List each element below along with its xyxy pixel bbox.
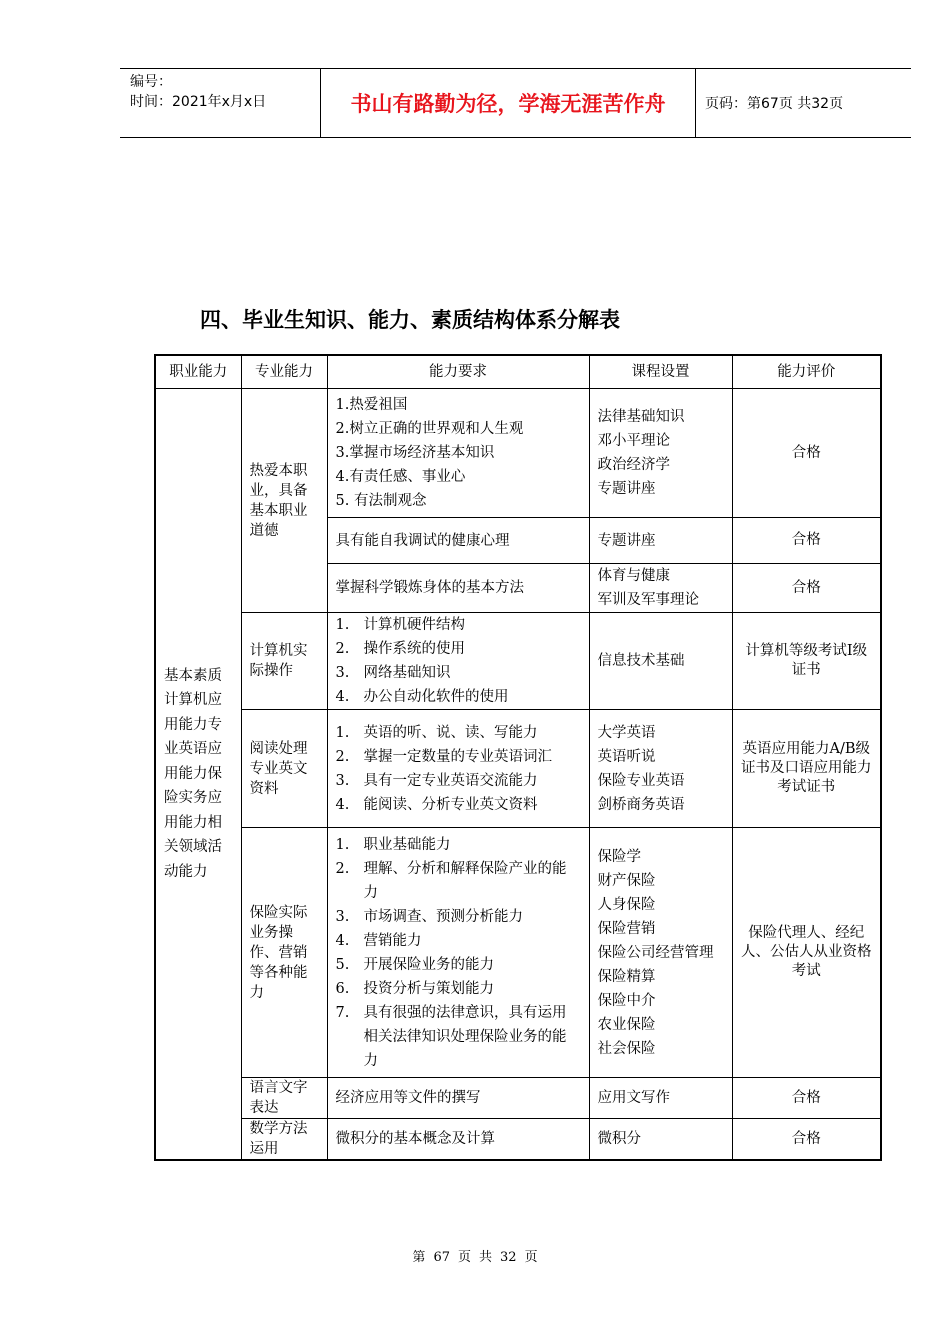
specialty-ability-cell: 热爱本职业，具备基本职业道德 [241,389,327,613]
course-item: 邓小平理论 [597,433,670,449]
list-item [336,721,581,745]
courses-cell [589,1119,732,1161]
evaluation-cell: 计算机等级考试Ⅰ级证书 [732,613,881,710]
page-footer [0,1246,950,1265]
header-page-info: 页码：第67页 共32页 [705,96,844,112]
footer-total-pages: 32 [500,1250,517,1265]
course-item: 应用文写作 [597,1090,670,1106]
courses-cell [589,518,732,564]
evaluation-cell: 合格 [732,564,881,613]
requirements-cell [327,613,589,710]
list-item [336,441,581,465]
requirement-number: 7. [335,1004,350,1021]
list-item [336,417,581,441]
courses-cell [589,1078,732,1119]
footer-text: 页 [457,1250,471,1265]
course-item: 保险专业英语 [597,772,685,789]
table-row [155,710,881,828]
requirement-number: 3. [335,772,350,789]
specialty-ability-cell: 阅读处理专业英文资料 [241,710,327,828]
list-item [336,393,581,417]
courses-cell [589,710,732,828]
requirement-number: 2. [335,860,350,877]
requirement-text: 4.有责任感、事业心 [335,469,466,485]
requirement-text: 市场调查、预测分析能力 [363,908,523,925]
course-item: 大学英语 [597,724,656,741]
course-item: 专题讲座 [597,481,656,497]
requirements-cell [327,828,589,1078]
specialty-ability-cell: 数学方法运用 [241,1119,327,1161]
requirement-number: 2. [335,748,350,765]
footer-page-number: 67 [433,1250,450,1265]
page-header [120,68,911,138]
list-item [336,661,581,685]
courses-cell [589,389,732,518]
requirements-list [336,721,581,817]
header-cell: 职业能力 [155,355,241,389]
table-row [155,613,881,710]
requirement-number: 4. [335,796,350,813]
requirement-number: 4. [335,689,350,705]
evaluation-cell: 合格 [732,1078,881,1119]
requirement-text: 计算机硬件结构 [363,617,465,633]
header-cell: 课程设置 [589,355,732,389]
table-header-row [155,355,881,389]
course-item: 专题讲座 [597,532,656,549]
course-item: 军训及军事理论 [597,592,699,608]
structure-table [154,354,882,1161]
requirement-text: 掌握一定数量的专业英语词汇 [363,748,552,765]
list-item [336,953,581,977]
list-item [336,833,581,857]
requirement-text: 1.热爱祖国 [335,397,408,413]
requirement-text: 具有一定专业英语交流能力 [363,772,538,789]
requirement-number: 1. [335,836,350,853]
list-item [336,1001,581,1073]
table-row [155,389,881,518]
evaluation-cell: 保险代理人、经纪人、公估人从业资格考试 [732,828,881,1078]
list-item [336,745,581,769]
header-motto: 书山有路勤为径，学海无涯苦作舟 [321,69,696,137]
requirements-cell [327,710,589,828]
specialty-ability-cell: 语言文字表达 [241,1078,327,1119]
courses-cell [589,564,732,613]
requirement-text: 投资分析与策划能力 [363,980,494,997]
requirement-text: 办公自动化软件的使用 [363,689,509,705]
course-item: 微积分 [597,1131,641,1147]
requirements-cell: 微积分的基本概念及计算 [327,1119,589,1161]
requirements-list [336,613,581,709]
table-row [155,1078,881,1119]
requirement-number: 1. [335,617,350,633]
specialty-ability-cell: 保险实际业务操作、营销等各种能力 [241,828,327,1078]
list-item [336,857,581,905]
header-meta [120,69,321,137]
list-item [336,929,581,953]
requirement-text: 具有很强的法律意识，具有运用相关法律知识处理保险业务的能力 [363,1004,567,1069]
requirement-text: 英语的听、说、读、写能力 [363,724,538,741]
header-cell: 能力评价 [732,355,881,389]
requirement-number: 4. [335,932,350,949]
requirement-text: 开展保险业务的能力 [363,956,494,973]
course-item: 保险精算 [597,968,656,985]
course-item: 财产保险 [597,872,656,889]
requirement-text: 操作系统的使用 [363,641,465,657]
requirement-text: 5. 有法制观念 [335,493,427,509]
table-row [155,1119,881,1161]
requirement-text: 网络基础知识 [363,665,451,681]
time-label: 时间：2021年x月x日 [130,94,267,110]
evaluation-cell: 合格 [732,518,881,564]
list-item [336,637,581,661]
list-item [336,977,581,1001]
course-item: 保险公司经营管理 [597,944,714,961]
requirement-text: 职业基础能力 [363,836,451,853]
list-item [336,465,581,489]
vocational-ability-cell: 基本素质计算机应用能力专业英语应用能力保险实务应用能力相关领域活动能力 [155,389,241,1161]
evaluation-cell: 合格 [732,389,881,518]
courses-cell [589,613,732,710]
requirement-text: 理解、分析和解释保险产业的能力 [363,860,567,901]
requirement-text: 营销能力 [363,932,422,949]
list-item [336,905,581,929]
evaluation-cell: 英语应用能力A/B级证书及口语应用能力考试证书 [732,710,881,828]
requirements-cell: 经济应用等文件的撰写 [327,1078,589,1119]
requirement-text: 2.树立正确的世界观和人生观 [335,421,524,437]
course-item: 剑桥商务英语 [597,796,685,813]
list-item [336,613,581,637]
course-item: 保险营销 [597,920,656,937]
course-item: 保险中介 [597,992,656,1009]
header-cell: 专业能力 [241,355,327,389]
footer-text: 共 [479,1250,493,1265]
evaluation-cell: 合格 [732,1119,881,1161]
requirements-list [336,833,581,1073]
requirement-number: 1. [335,724,350,741]
footer-text: 页 [524,1250,538,1265]
list-item [336,769,581,793]
requirement-number: 6. [335,980,350,997]
list-item [336,489,581,513]
course-item: 保险学 [597,848,641,865]
requirement-number: 2. [335,641,350,657]
requirement-number: 5. [335,956,350,973]
requirement-text: 能阅读、分析专业英文资料 [363,796,538,813]
requirements-cell [327,389,589,518]
table-row [155,828,881,1078]
course-item: 政治经济学 [597,457,670,473]
list-item [336,793,581,817]
course-item: 信息技术基础 [597,653,685,669]
requirement-number: 3. [335,665,350,681]
header-cell: 能力要求 [327,355,589,389]
course-item: 英语听说 [597,748,656,765]
requirements-list [336,393,581,513]
courses-cell [589,828,732,1078]
requirement-text: 3.掌握市场经济基本知识 [335,445,495,461]
list-item [336,685,581,709]
course-item: 农业保险 [597,1016,656,1033]
course-item: 法律基础知识 [597,409,685,425]
document-title: 四、毕业生知识、能力、素质结构体系分解表 [200,308,620,332]
requirement-number: 3. [335,908,350,925]
footer-text: 第 [412,1250,426,1265]
course-item: 体育与健康 [597,568,670,584]
course-item: 人身保险 [597,896,656,913]
course-item: 社会保险 [597,1040,656,1057]
requirements-cell: 具有能自我调试的健康心理 [327,518,589,564]
number-label: 编号： [130,74,172,90]
requirements-cell: 掌握科学锻炼身体的基本方法 [327,564,589,613]
specialty-ability-cell: 计算机实际操作 [241,613,327,710]
